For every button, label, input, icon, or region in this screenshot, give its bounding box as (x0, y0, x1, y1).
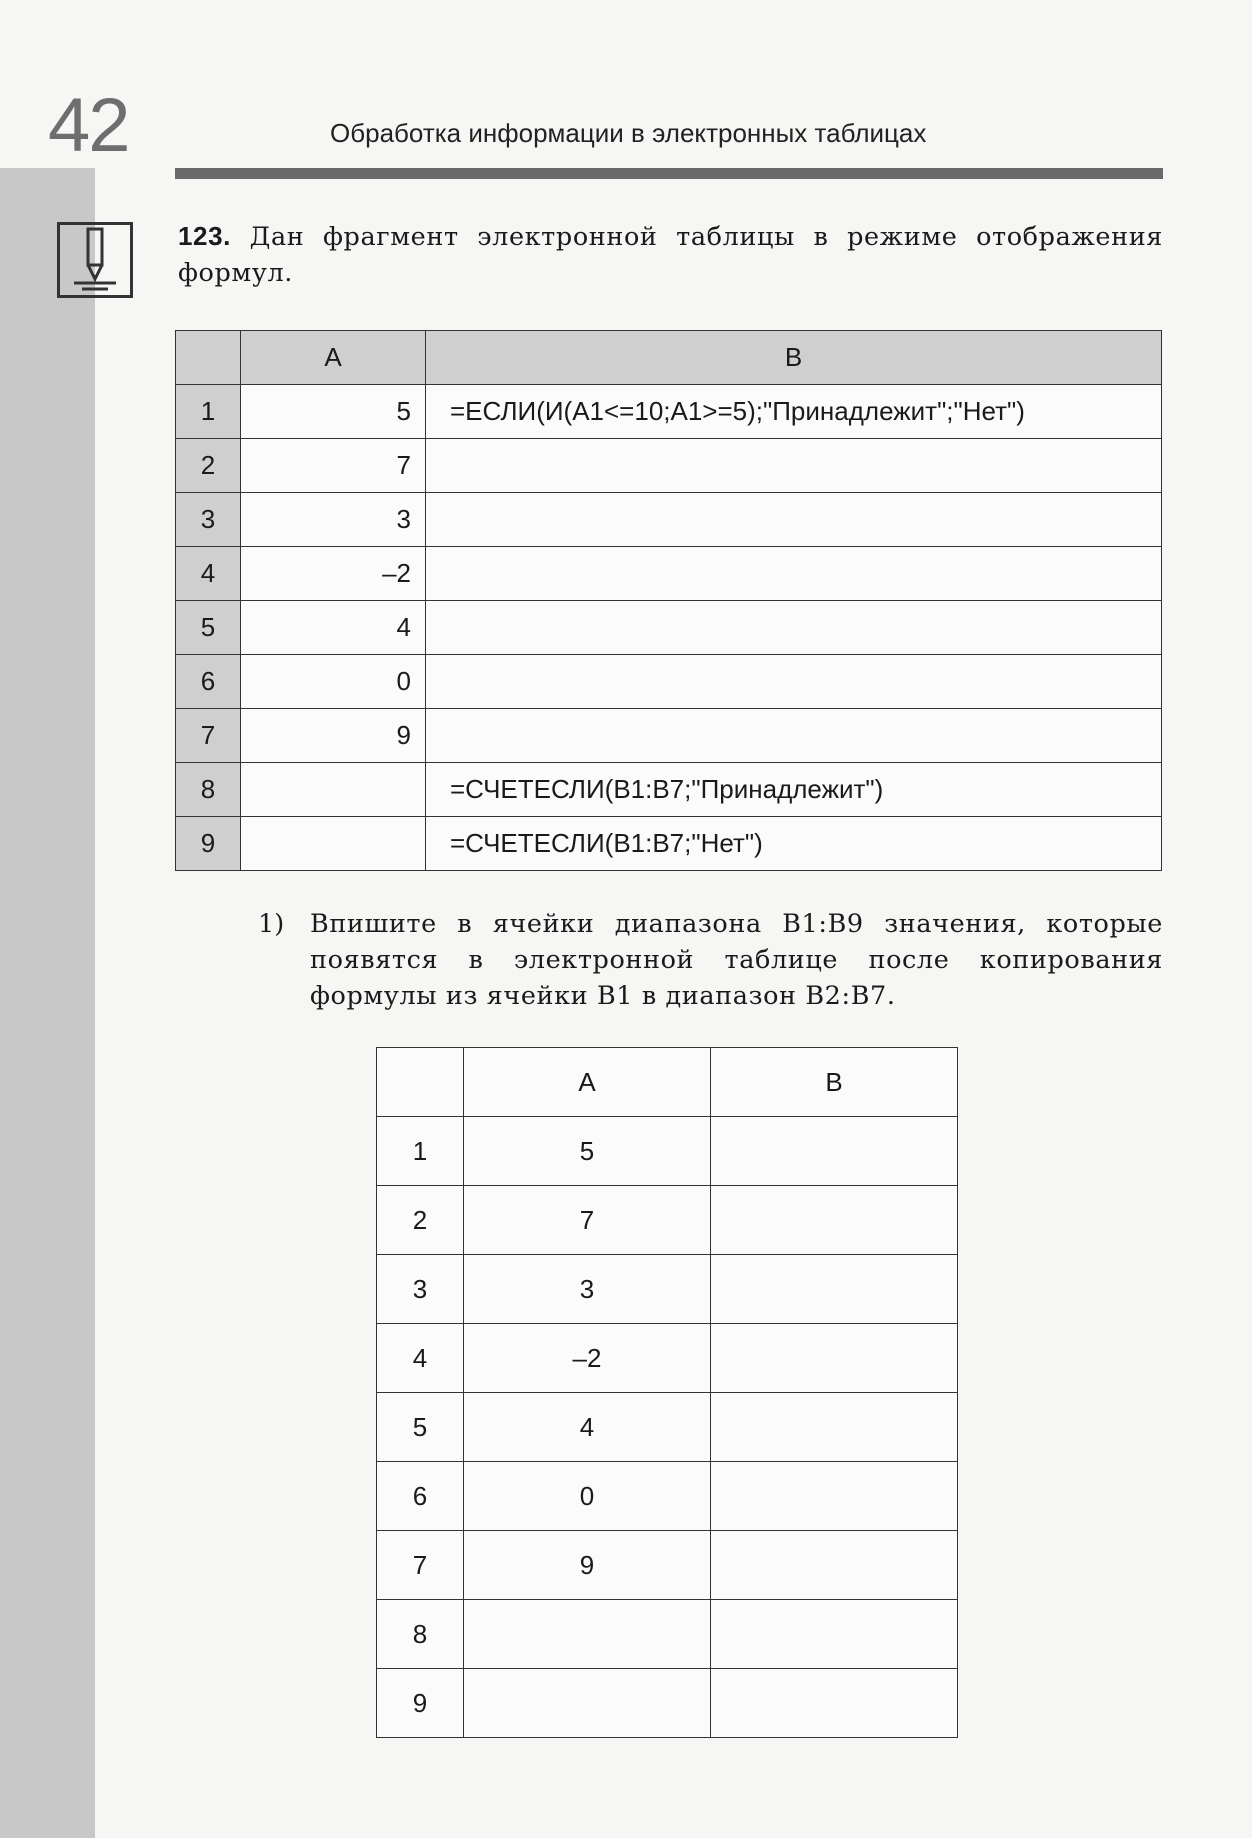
table-row (377, 1324, 958, 1393)
answer-cell-b[interactable] (711, 1393, 958, 1462)
answer-table (376, 1047, 958, 1738)
row-header: 9 (176, 817, 241, 871)
corner-cell (377, 1048, 464, 1117)
answer-cell-b[interactable] (711, 1600, 958, 1669)
column-header-b: B (711, 1048, 958, 1117)
cell-a (464, 1600, 711, 1669)
cell-a (241, 763, 426, 817)
cell-b (426, 709, 1162, 763)
table-row (377, 1393, 958, 1462)
cell-b (426, 547, 1162, 601)
row-header: 6 (377, 1462, 464, 1531)
cell-a (241, 817, 426, 871)
task-number: 123. (178, 221, 232, 251)
cell-a: 4 (464, 1393, 711, 1462)
answer-cell-b[interactable] (711, 1186, 958, 1255)
table-row (176, 817, 1162, 871)
question-number: 1) (258, 909, 285, 939)
cell-a: 7 (241, 439, 426, 493)
row-header: 8 (176, 763, 241, 817)
row-header: 4 (377, 1324, 464, 1393)
cell-b (426, 493, 1162, 547)
answer-cell-b[interactable] (711, 1669, 958, 1738)
formula-table (175, 330, 1162, 871)
row-header: 1 (377, 1117, 464, 1186)
row-header: 3 (377, 1255, 464, 1324)
cell-a: 9 (241, 709, 426, 763)
table-row (176, 763, 1162, 817)
page-number: 42 (48, 83, 129, 168)
task-statement (178, 218, 1163, 291)
task-text: Дан фрагмент электронной таблицы в режиме отображения формул. (178, 222, 1163, 288)
row-header: 3 (176, 493, 241, 547)
table-row (377, 1186, 958, 1255)
table-row (377, 1117, 958, 1186)
cell-a: 9 (464, 1531, 711, 1600)
answer-cell-b[interactable] (711, 1324, 958, 1393)
cell-b: =ЕСЛИ(И(A1<=10;A1>=5);"Принадлежит";"Нет") (426, 385, 1162, 439)
row-header: 4 (176, 547, 241, 601)
cell-a: –2 (241, 547, 426, 601)
row-header: 1 (176, 385, 241, 439)
cell-b: =СЧЕТЕСЛИ(B1:B7;"Принадлежит") (426, 763, 1162, 817)
cell-b: =СЧЕТЕСЛИ(B1:B7;"Нет") (426, 817, 1162, 871)
cell-a: 3 (464, 1255, 711, 1324)
row-header: 7 (377, 1531, 464, 1600)
cell-a: –2 (464, 1324, 711, 1393)
answer-cell-b[interactable] (711, 1117, 958, 1186)
table-row (377, 1531, 958, 1600)
table-row (377, 1600, 958, 1669)
pencil-write-icon (57, 222, 133, 298)
question-text: Впишите в ячейки диапазона B1:B9 значения, которые появятся в электронной таблице после копирования формулы из ячейки B1 в диапазон B2:B7. (310, 909, 1163, 1011)
cell-a: 0 (464, 1462, 711, 1531)
column-header-b: B (426, 331, 1162, 385)
row-header: 6 (176, 655, 241, 709)
row-header: 5 (377, 1393, 464, 1462)
table-row (176, 601, 1162, 655)
cell-a: 5 (464, 1117, 711, 1186)
row-header: 2 (176, 439, 241, 493)
cell-b (426, 655, 1162, 709)
answer-cell-b[interactable] (711, 1255, 958, 1324)
question-1 (258, 906, 1163, 1014)
row-header: 7 (176, 709, 241, 763)
cell-b (426, 439, 1162, 493)
table-row (176, 493, 1162, 547)
table-row (377, 1669, 958, 1738)
answer-table-header-row (377, 1048, 958, 1117)
cell-a: 5 (241, 385, 426, 439)
column-header-a: A (464, 1048, 711, 1117)
column-header-a: A (241, 331, 426, 385)
table-row (176, 655, 1162, 709)
answer-cell-b[interactable] (711, 1531, 958, 1600)
table-row (377, 1462, 958, 1531)
table-row (176, 385, 1162, 439)
corner-cell (176, 331, 241, 385)
cell-a: 4 (241, 601, 426, 655)
cell-b (426, 601, 1162, 655)
row-header: 8 (377, 1600, 464, 1669)
row-header: 5 (176, 601, 241, 655)
table-row (176, 709, 1162, 763)
row-header: 9 (377, 1669, 464, 1738)
row-header: 2 (377, 1186, 464, 1255)
cell-a: 7 (464, 1186, 711, 1255)
page-header-title: Обработка информации в электронных таблицах (330, 118, 927, 148)
margin-strip (0, 168, 95, 1838)
table-row (176, 439, 1162, 493)
cell-a: 0 (241, 655, 426, 709)
cell-a: 3 (241, 493, 426, 547)
header-rule (175, 168, 1163, 179)
table-row (377, 1255, 958, 1324)
cell-a (464, 1669, 711, 1738)
formula-table-header-row (176, 331, 1162, 385)
table-row (176, 547, 1162, 601)
answer-cell-b[interactable] (711, 1462, 958, 1531)
